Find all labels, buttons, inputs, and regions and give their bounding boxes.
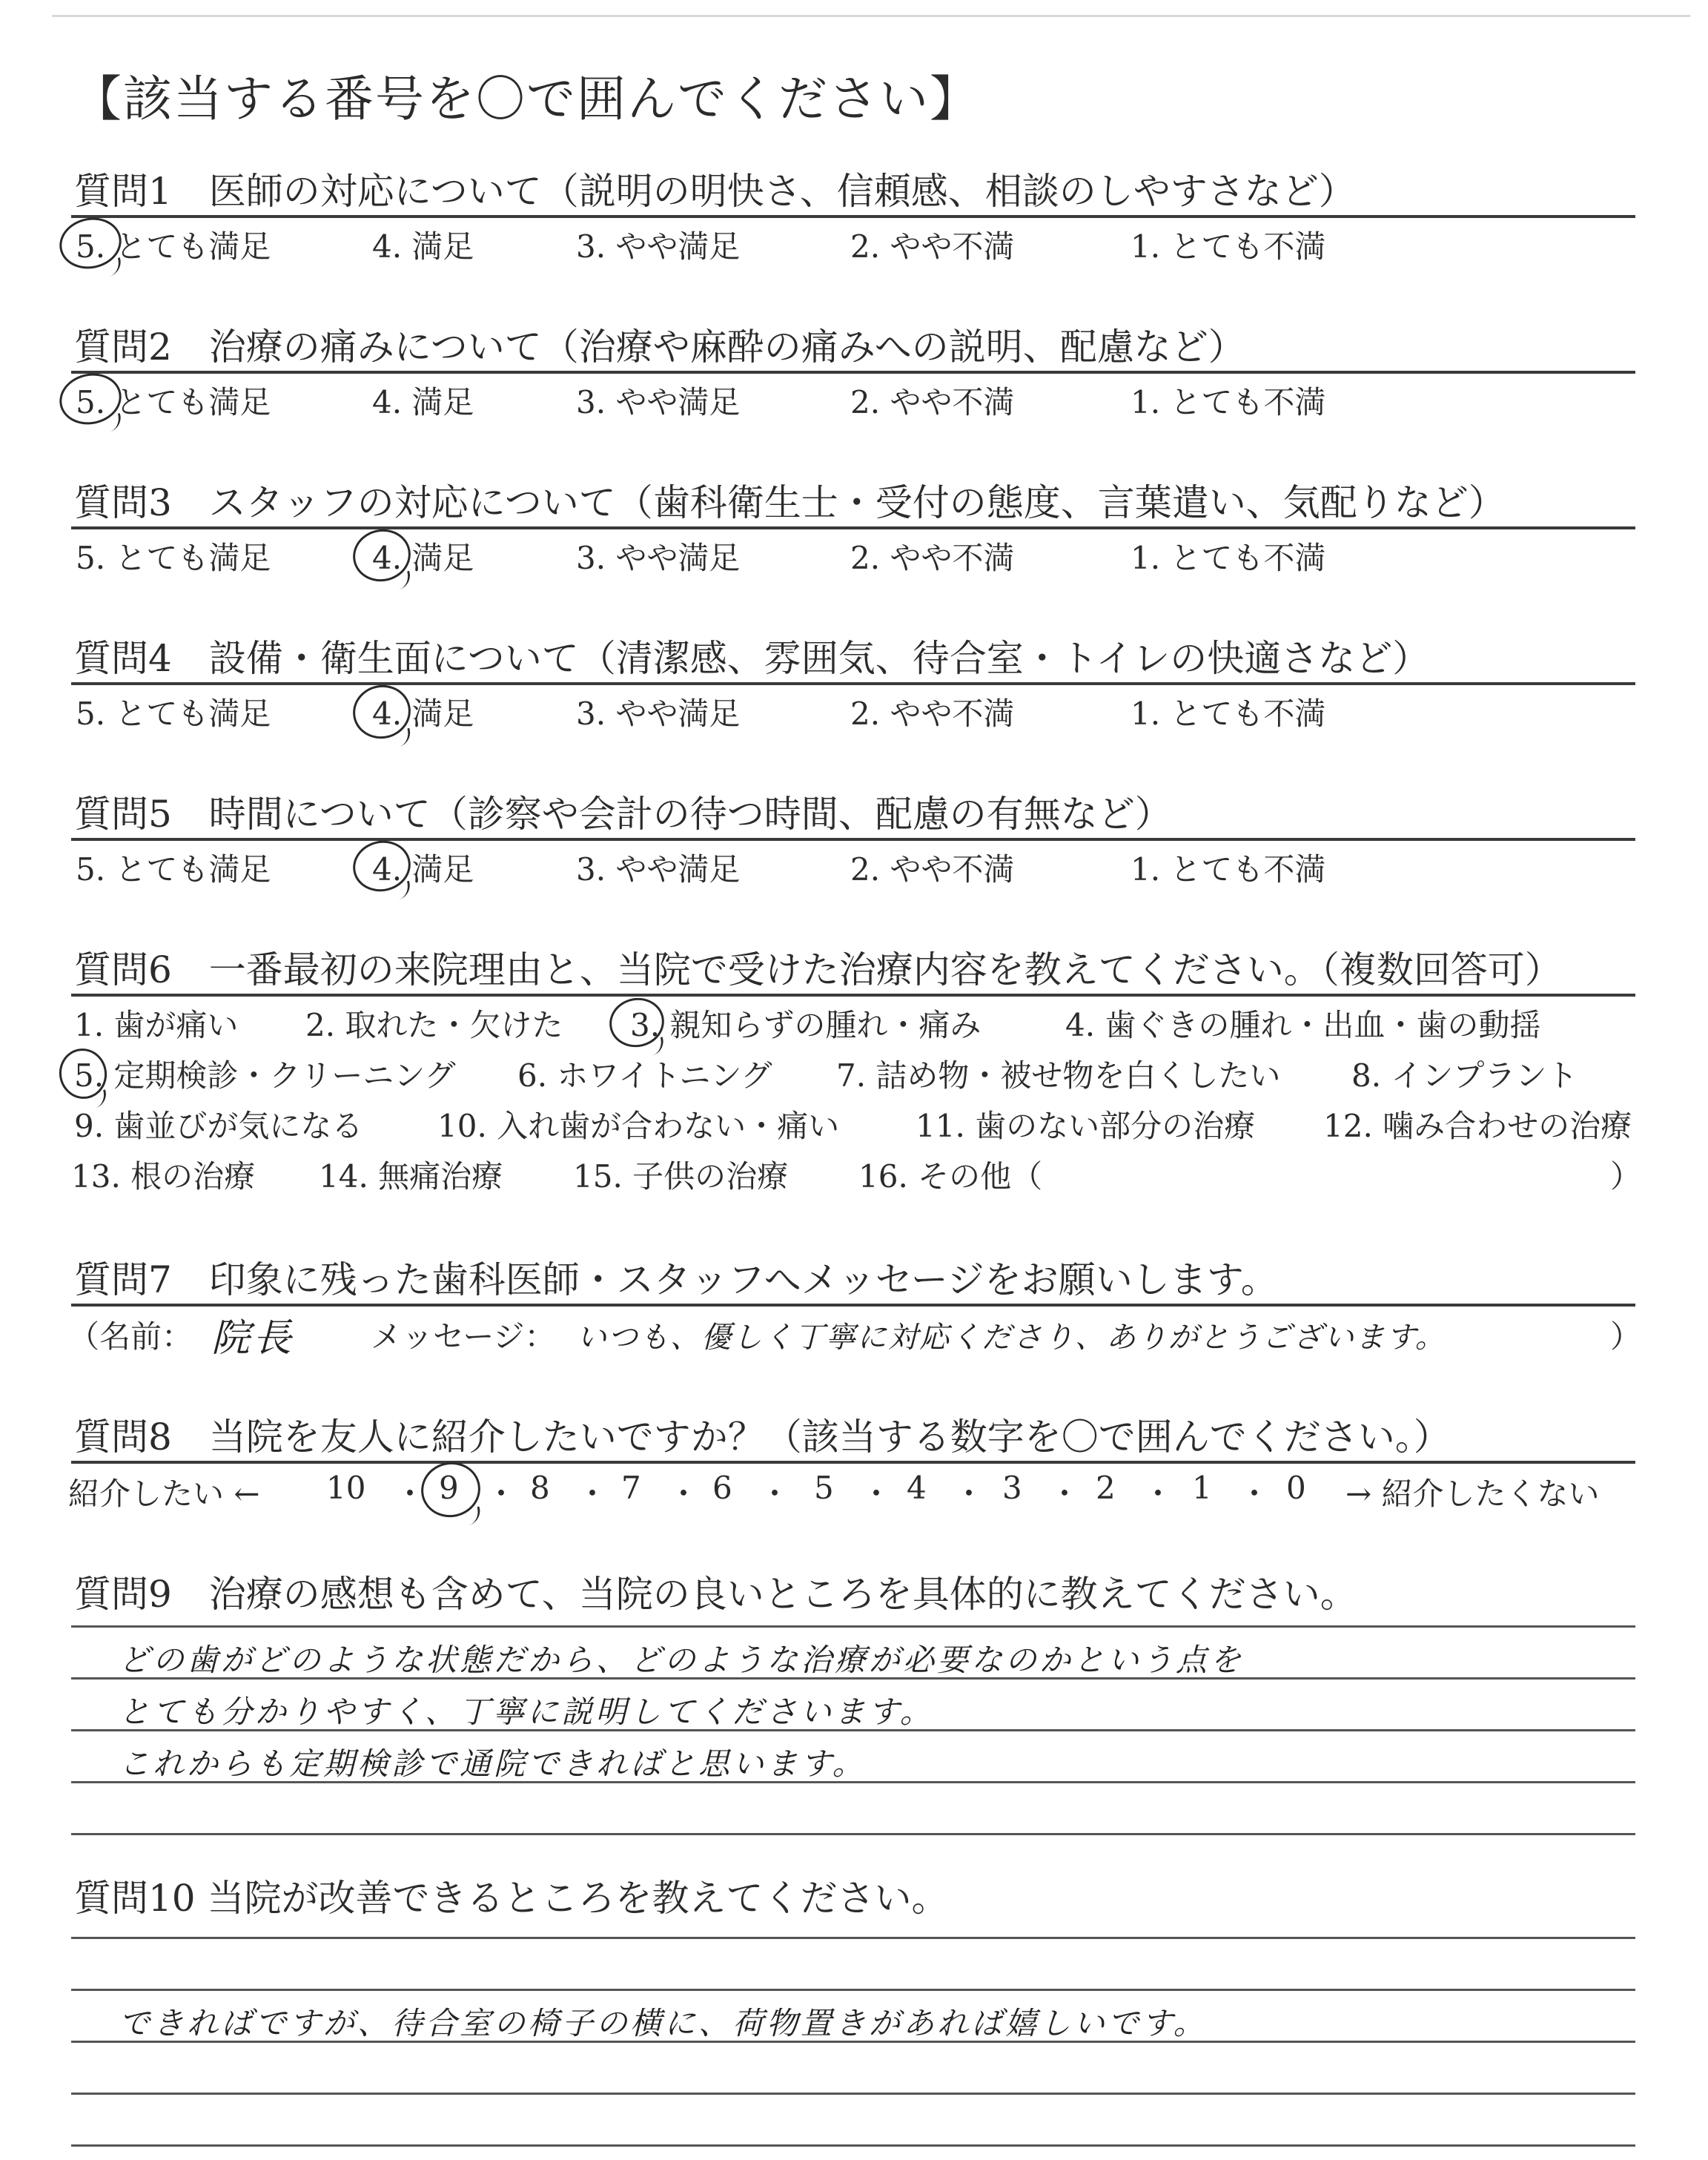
q6-option-6[interactable]: 6. ホワイトニング [517,1057,772,1094]
q8-score-4[interactable]: 4 [907,1470,927,1506]
q9-line-1 [71,1625,1635,1628]
q8-left-label: 紹介したい ← [68,1476,260,1512]
q5-option-2[interactable]: 2. やや不満 [850,851,1015,888]
question-5-rule [71,838,1635,841]
q3-option-3[interactable]: 3. やや満足 [576,540,741,576]
q7-name-label: （名前： [68,1318,193,1355]
q8-score-9[interactable]: 9 [439,1470,459,1506]
page-title: 【該当する番号を〇で囲んでください】 [73,70,980,128]
q5-option-5[interactable]: 5. とても満足 [76,851,271,888]
question-1-rule [71,215,1635,218]
q6-option-1[interactable]: 1. 歯が痛い [74,1007,239,1043]
q2-option-1[interactable]: 1. とても不満 [1131,384,1326,420]
q6-other-close-paren: ） [1610,1158,1642,1195]
q6-option-2[interactable]: 2. 取れた・欠けた [305,1007,563,1043]
q1-option-1[interactable]: 1. とても不満 [1131,228,1326,265]
question-10-title: 質問10 当院が改善できるところを教えてください。 [74,1877,949,1920]
q9-answer-line-1[interactable]: どの歯がどのような状態だから、どのような治療が必要なのかという点を [119,1642,1245,1678]
q4-option-4[interactable]: 4. 満足 [372,696,474,732]
question-4-rule [71,682,1635,685]
question-2-title: 質問2 治療の痛みについて（治療や麻酔の痛みへの説明、配慮など） [74,326,1245,369]
q7-close-paren: ） [1610,1318,1642,1355]
q10-line-4 [71,2093,1635,2095]
question-4-title: 質問4 設備・衛生面について（清潔感、雰囲気、待合室・トイレの快適さなど） [74,637,1430,680]
q6-option-14[interactable]: 14. 無痛治療 [319,1158,503,1195]
q6-option-3[interactable]: 3. 親知らずの腫れ・痛み [630,1007,982,1043]
question-9-title: 質問9 治療の感想も含めて、当院の良いところを具体的に教えてください。 [74,1573,1357,1616]
q1-option-4[interactable]: 4. 満足 [372,228,474,265]
q8-selection-circle [416,1456,486,1522]
scan-edge-line [52,15,1690,17]
q6-option-4[interactable]: 4. 歯ぐきの腫れ・出血・歯の動揺 [1065,1007,1541,1043]
q4-option-5[interactable]: 5. とても満足 [76,696,271,732]
question-8-rule [71,1461,1635,1464]
question-6-rule [71,994,1635,997]
q2-selection-circle [55,368,126,430]
q6-option-12[interactable]: 12. 噛み合わせの治療 [1323,1108,1632,1144]
q8-dot: ・ [577,1476,609,1512]
q2-option-5[interactable]: 5. とても満足 [76,384,271,420]
q8-dot: ・ [1142,1476,1174,1512]
q8-score-2[interactable]: 2 [1096,1470,1116,1506]
q3-option-4[interactable]: 4. 満足 [372,540,474,576]
q2-option-4[interactable]: 4. 満足 [372,384,474,420]
q8-score-0[interactable]: 0 [1286,1470,1306,1506]
q8-dot: ・ [1239,1476,1271,1512]
q6-option-5[interactable]: 5. 定期検診・クリーニング [74,1057,456,1094]
q8-dot: ・ [486,1476,517,1512]
q8-score-1[interactable]: 1 [1192,1470,1212,1506]
q5-option-1[interactable]: 1. とても不満 [1131,851,1326,888]
q6-option-16[interactable]: 16. その他（ [858,1158,1043,1195]
q1-option-5[interactable]: 5. とても満足 [76,228,271,265]
question-2-rule [71,371,1635,374]
q2-option-2[interactable]: 2. やや不満 [850,384,1015,420]
q8-dot: ・ [759,1476,791,1512]
q4-option-2[interactable]: 2. やや不満 [850,696,1015,732]
question-3-rule [71,526,1635,529]
q8-dot: ・ [1049,1476,1081,1512]
q10-answer-line-1[interactable]: できればですが、待合室の椅子の横に、荷物置きがあれば嬉しいです。 [119,2005,1208,2041]
q8-score-5[interactable]: 5 [814,1470,834,1506]
q9-line-5 [71,1833,1635,1835]
q3-option-1[interactable]: 1. とても不満 [1131,540,1326,576]
q8-dot: ・ [953,1476,985,1512]
q5-option-4[interactable]: 4. 満足 [372,851,474,888]
question-5-title: 質問5 時間について（診察や会計の待つ時間、配慮の有無など） [74,793,1172,836]
q10-line-5 [71,2144,1635,2147]
q8-dot: ・ [394,1476,426,1512]
q9-answer-line-3[interactable]: これからも定期検診で通院できればと思います。 [119,1745,867,1782]
q4-option-3[interactable]: 3. やや満足 [576,696,741,732]
q1-selection-circle [55,212,126,274]
q6-option-11[interactable]: 11. 歯のない部分の治療 [916,1108,1256,1144]
q8-score-10[interactable]: 10 [326,1470,366,1506]
q6-option-8[interactable]: 8. インプラント [1351,1057,1578,1094]
q8-dot: ・ [668,1476,700,1512]
question-8-title: 質問8 当院を友人に紹介したいですか？（該当する数字を〇で囲んでください。） [74,1416,1451,1459]
q8-score-8[interactable]: 8 [530,1470,550,1506]
q8-score-7[interactable]: 7 [621,1470,641,1506]
q3-option-5[interactable]: 5. とても満足 [76,540,271,576]
q6-option-10[interactable]: 10. 入れ歯が合わない・痛い [437,1108,840,1144]
q9-answer-line-2[interactable]: とても分かりやすく、丁寧に説明してくださいます。 [119,1694,934,1730]
q8-score-3[interactable]: 3 [1002,1470,1022,1506]
q10-line-2 [71,1989,1635,1991]
q3-option-2[interactable]: 2. やや不満 [850,540,1015,576]
question-1-title: 質問1 医師の対応について（説明の明快さ、信頼感、相談のしやすさなど） [74,170,1356,213]
q8-dot: ・ [861,1476,893,1512]
q5-option-3[interactable]: 3. やや満足 [576,851,741,888]
q1-option-3[interactable]: 3. やや満足 [576,228,741,265]
question-7-title: 質問7 印象に残った歯科医師・スタッフへメッセージをお願いします。 [74,1258,1278,1301]
q7-name-value[interactable]: 院長 [211,1316,295,1361]
q6-option-9[interactable]: 9. 歯並びが気になる [74,1108,363,1144]
q6-option-7[interactable]: 7. 詰め物・被せ物を白くしたい [836,1057,1281,1094]
q6-option-15[interactable]: 15. 子供の治療 [573,1158,789,1195]
question-7-rule [71,1304,1635,1307]
q7-message-value[interactable]: いつも、優しく丁寧に対応くださり、ありがとうございます。 [577,1321,1446,1355]
q6-option-13[interactable]: 13. 根の治療 [71,1158,256,1195]
q8-right-label: → 紹介したくない [1345,1476,1600,1512]
q10-line-1 [71,1937,1635,1939]
q1-option-2[interactable]: 2. やや不満 [850,228,1015,265]
q8-score-6[interactable]: 6 [712,1470,732,1506]
question-3-title: 質問3 スタッフの対応について（歯科衛生士・受付の態度、言葉遣い、気配りなど） [74,481,1506,524]
question-6-title: 質問6 一番最初の来院理由と、当院で受けた治療内容を教えてください。（複数回答可） [74,948,1562,991]
q7-message-label: メッセージ： [371,1318,556,1355]
q2-option-3[interactable]: 3. やや満足 [576,384,741,420]
q4-option-1[interactable]: 1. とても不満 [1131,696,1326,732]
